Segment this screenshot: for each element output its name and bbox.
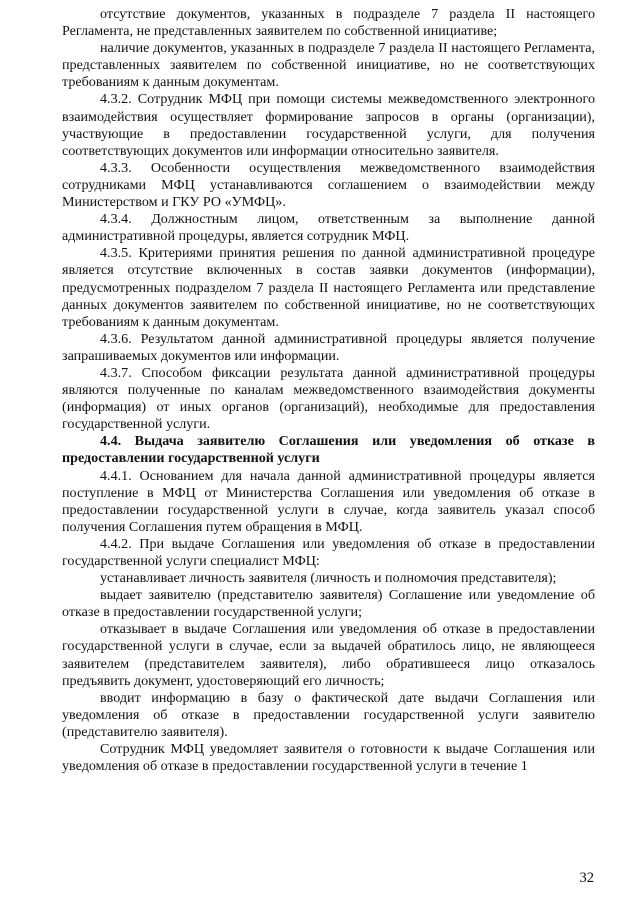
- paragraph: 4.4.2. При выдаче Соглашения или уведомления об отказе в предоставлении государственной услуги специалист МФЦ:: [62, 535, 595, 569]
- paragraph: 4.3.6. Результатом данной административной процедуры является получение запрашиваемых документов или информации.: [62, 330, 595, 364]
- paragraph: устанавливает личность заявителя (личность и полномочия представителя);: [100, 570, 557, 587]
- section-heading: 4.4. Выдача заявителю Соглашения или уведомления об отказе в предоставлении государственной услуги: [62, 433, 595, 467]
- paragraph: выдает заявителю (представителю заявителя) Соглашение или уведомление об отказе в предоставлении государственной услуги;: [62, 587, 595, 621]
- paragraph: 4.3.7. Способом фиксации результата данной административной процедуры являются полученные по каналам межведомственного взаимодействия документы (информация) от иных органов (организаций), необходимые для предоставления государственной услуги.: [62, 364, 595, 433]
- paragraph: 4.4.1. Основанием для начала данной административной процедуры является поступление в МФЦ от Министерства Соглашения или уведомления об отказе в предоставлении государственной услуги в случае, когда заявитель указал способ получения Соглашения путем обращения в МФЦ.: [62, 467, 595, 535]
- paragraph: Сотрудник МФЦ уведомляет заявителя о готовности к выдаче Соглашения или уведомления об отказе в предоставлении государственной услуги в течение 1: [62, 741, 595, 775]
- paragraph: отказывает в выдаче Соглашения или уведомления об отказе в предоставлении государственной услуги в случае, если за выдачей обратилось лицо, не являющееся заявителем (представителем заявителя), либо обратившееся лицо отказалось предъявить документ, удостоверяющий его личность;: [62, 621, 595, 689]
- paragraph: 4.3.5. Критериями принятия решения по данной административной процедуре является отсутствие включенных в состав заявки документов (информации), предусмотренных подразделом 7 раздела II настоящего Регламента или представление данных документов заявителем по собственной инициативе, но не соответствующих требованиям к данным документам.: [62, 245, 595, 330]
- paragraph: отсутствие документов, указанных в подразделе 7 раздела II настоящего Регламента, не представленных заявителем по собственной инициативе;: [62, 6, 595, 40]
- paragraph: вводит информацию в базу о фактической дате выдачи Соглашения или уведомления об отказе в предоставлении государственной услуги заявителю (представителю заявителя).: [62, 689, 595, 740]
- paragraph: наличие документов, указанных в подразделе 7 раздела II настоящего Регламента, представленных заявителем по собственной инициативе, но не соответствующих требованиям к данным документам.: [62, 40, 595, 91]
- paragraph: 4.3.2. Сотрудник МФЦ при помощи системы межведомственного электронного взаимодействия осуществляет формирование запросов в органы (организации), участвующие в предоставлении государственной услуги, для получения соответствующих документов или информации относительно заявителя.: [62, 91, 595, 159]
- document-page: [62, 6, 595, 775]
- paragraph: 4.3.3. Особенности осуществления межведомственного взаимодействия сотрудниками МФЦ устанавливаются соглашением о взаимодействии между Министерством и ГКУ РО «УМФЦ».: [62, 159, 595, 211]
- page-number: 32: [579, 870, 594, 886]
- paragraph: 4.3.4. Должностным лицом, ответственным за выполнение данной административной процедуры, является сотрудник МФЦ.: [62, 211, 595, 245]
